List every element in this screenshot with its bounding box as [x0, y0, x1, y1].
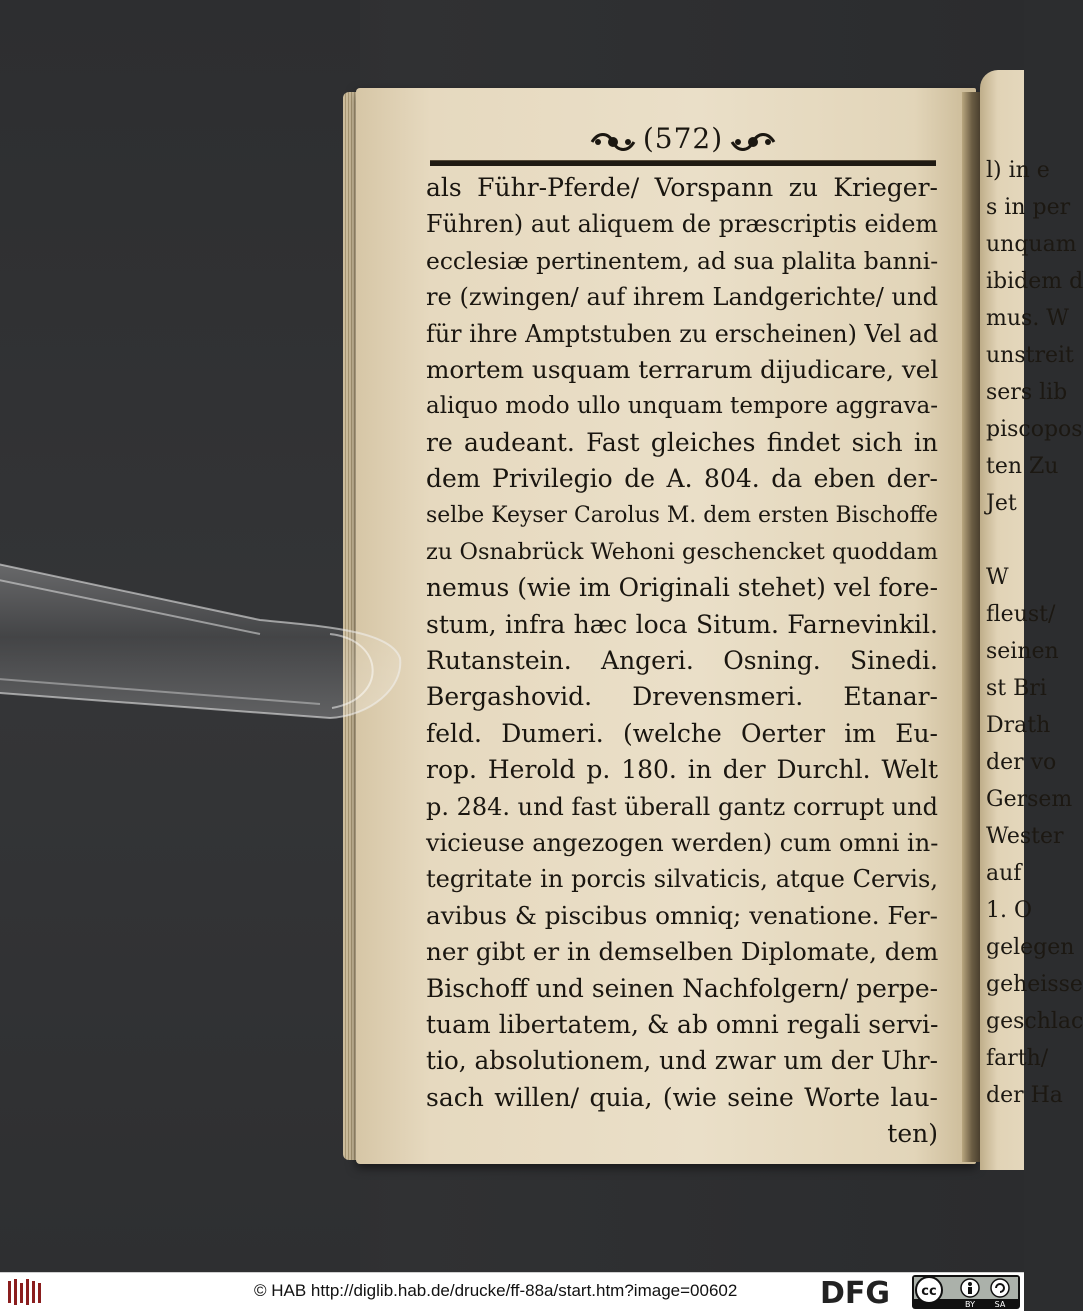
facing-page-line: unquam [986, 232, 1077, 257]
facing-page-fragment [980, 70, 1083, 1170]
facing-page-line: Wester [986, 824, 1064, 849]
mount-surface [0, 0, 360, 1272]
facing-page-line: l) in e [986, 158, 1050, 183]
text-line: re audeant. Fast gleiches findet sich in [426, 427, 938, 457]
facing-page-line: W [986, 565, 1009, 590]
facing-page-line: auf [986, 861, 1022, 886]
ornament-left-icon [588, 128, 638, 156]
text-line: aliquo modo ullo unquam tempore aggrava- [426, 393, 938, 420]
page-text [426, 170, 938, 1153]
cc-sa-label: SA [994, 1300, 1006, 1309]
text-line: tuam libertatem, & ab omni regali servi- [426, 1009, 939, 1039]
text-line: für ihre Amptstuben zu erscheinen) Vel ad [426, 319, 939, 348]
text-line: Rutanstein. Angeri. Osning. Sinedi. [426, 646, 938, 676]
cc-by-sa-license-icon[interactable] [912, 1275, 1020, 1309]
facing-page-line: Gersem [986, 787, 1073, 812]
text-line: mortem usquam terrarum dijudicare, vel [426, 354, 939, 384]
page-stack-edge [343, 92, 357, 1160]
text-line: Bergashovid. Drevensmeri. Etanar- [426, 682, 938, 712]
text-line: re (zwingen/ auf ihrem Landgerichte/ und [426, 283, 939, 312]
facing-page-line: geheisse [986, 972, 1083, 997]
text-line: feld. Dumeri. (welche Oerter im Eu- [426, 718, 938, 748]
hab-logo-icon [6, 1277, 46, 1307]
header-rule [430, 160, 936, 166]
dfg-logo [818, 1276, 908, 1311]
source-credit-link[interactable]: © HAB http://diglib.hab.de/drucke/ff-88a/start.htm?image=00602 [254, 1281, 738, 1300]
svg-text:cc: cc [921, 1284, 937, 1299]
facing-page-line: fleust/ [986, 602, 1056, 627]
text-line: ten) [887, 1119, 938, 1149]
page-number: (572) [642, 122, 724, 155]
facing-page-line: farth/ [986, 1046, 1049, 1071]
facing-page-line: mus. W [986, 306, 1069, 331]
dfg-logo-text: DFG [820, 1276, 891, 1311]
facing-page-line: ten Zu [986, 454, 1059, 479]
facing-page-line: geschlac [986, 1009, 1083, 1034]
facing-page-line: st Bri [986, 676, 1047, 701]
facing-page-line: der Ha [986, 1083, 1063, 1108]
text-line: p. 284. und fast überall gantz corrupt und [426, 792, 938, 821]
text-line: avibus & piscibus omniq; venatione. Fer- [426, 900, 938, 930]
cc-by-label: BY [965, 1300, 975, 1309]
text-line: dem Privilegio de A. 804. da eben der- [426, 464, 938, 494]
facing-page-line: s in per [986, 195, 1071, 220]
text-line: Bischoff und seinen Nachfolgern/ perpe- [426, 973, 938, 1003]
facing-page-line: ibidem d [986, 269, 1083, 294]
text-line: ner gibt er in demselben Diplomate, dem [426, 937, 939, 967]
text-line: tio, absolutionem, und zwar um der Uhr- [426, 1046, 938, 1076]
text-line: tegritate in porcis silvaticis, atque Cervis, [426, 865, 938, 894]
facing-page-line [980, 522, 1024, 559]
facing-page-line: piscopos [986, 417, 1083, 442]
text-line: stum, infra hæc loca Situm. Farnevinkil. [426, 609, 938, 639]
text-line: ecclesiæ pertinentem, ad sua plalita banni- [426, 246, 939, 275]
page-header [430, 118, 936, 162]
text-line: vicieuse angezogen werden) cum omni in- [426, 829, 939, 858]
facing-page-line: Drath [986, 713, 1051, 738]
text-line: zu Osnabrück Wehoni geschencket quoddam [426, 538, 938, 565]
text-line: sach willen/ quia, (wie seine Worte lau- [426, 1082, 938, 1112]
ornament-right-icon [728, 128, 778, 156]
text-line: rop. Herold p. 180. in der Durchl. Welt [426, 755, 938, 785]
text-line: selbe Keyser Carolus M. dem ersten Bischoffe [426, 502, 938, 528]
text-line: als Führ-Pferde/ Vorspann zu Krieger- [426, 173, 938, 202]
text-line: nemus (wie im Originali stehet) vel fore- [426, 573, 938, 603]
facing-page-line: gelegen [986, 935, 1075, 960]
text-line: Führen) aut aliquem de præscriptis eidem [426, 210, 938, 239]
footer-bar [0, 1272, 1024, 1311]
facing-page-line: unstreit [986, 343, 1074, 368]
facing-page-line: Jet [986, 491, 1017, 516]
facing-page-line: der vo [986, 750, 1057, 775]
facing-page-line: seinen [986, 639, 1059, 664]
facing-page-line: sers lib [986, 380, 1068, 405]
facing-page-line: 1. O [986, 898, 1033, 923]
